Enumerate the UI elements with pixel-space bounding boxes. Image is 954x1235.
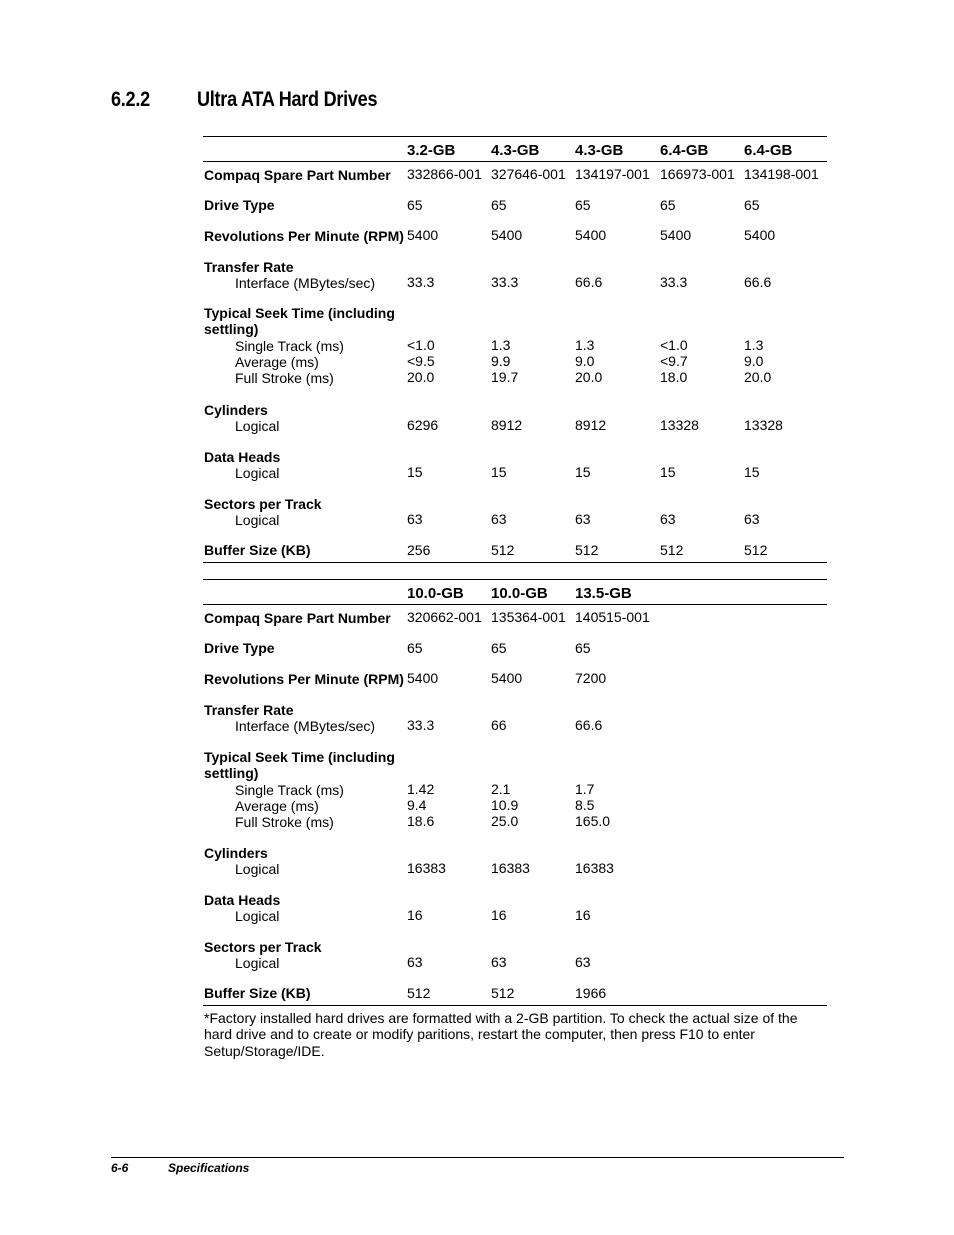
column-header: 4.3-GB [491, 142, 540, 159]
average-value: <9.7 [660, 353, 688, 369]
full-stroke-value: 19.7 [491, 369, 519, 385]
transfer-rate-label: Transfer Rate [204, 259, 294, 275]
full-stroke-label: Full Stroke (ms) [235, 370, 334, 386]
page-number: 6-6 [111, 1161, 129, 1175]
single-track-value: 1.42 [407, 781, 435, 797]
full-stroke-value: 20.0 [744, 369, 772, 385]
part-number-value: 166973-001 [660, 166, 735, 182]
full-stroke-value: 165.0 [575, 813, 611, 829]
seek-time-label: Typical Seek Time (including [204, 305, 395, 321]
rpm-value: 5400 [660, 227, 692, 243]
sectors-label: Sectors per Track [204, 939, 322, 955]
full-stroke-value: 18.0 [660, 369, 688, 385]
buffer-size-value: 512 [407, 985, 431, 1001]
transfer-rate-value: 66.6 [744, 274, 772, 290]
data-heads-value: 15 [407, 464, 423, 480]
rpm-label: Revolutions Per Minute (RPM) [204, 228, 404, 244]
drive-type-value: 65 [575, 640, 591, 656]
full-stroke-value: 18.6 [407, 813, 435, 829]
average-label: Average (ms) [235, 354, 319, 370]
footer-section-name: Specifications [168, 1161, 250, 1175]
part-number-value: 135364-001 [491, 609, 566, 625]
average-value: 8.5 [575, 797, 595, 813]
average-value: 9.4 [407, 797, 427, 813]
drive-spec-table-2 [203, 579, 827, 1006]
drive-type-value: 65 [491, 197, 507, 213]
cylinders-value: 16383 [407, 860, 446, 876]
transfer-rate-label: Transfer Rate [204, 702, 294, 718]
drive-type-label: Drive Type [204, 640, 275, 656]
cylinders-value: 13328 [660, 417, 699, 433]
transfer-rate-value: 66.6 [575, 717, 603, 733]
data-heads-label: Data Heads [204, 892, 281, 908]
data-heads-label: Data Heads [204, 449, 281, 465]
transfer-rate-value: 33.3 [407, 717, 435, 733]
transfer-rate-value: 66.6 [575, 274, 603, 290]
cylinders-label: Cylinders [204, 402, 268, 418]
cylinders-sublabel: Logical [235, 861, 280, 877]
cylinders-value: 16383 [491, 860, 530, 876]
sectors-value: 63 [491, 954, 507, 970]
column-header: 10.0-GB [491, 585, 548, 602]
sectors-value: 63 [744, 511, 760, 527]
section-heading [111, 88, 377, 112]
sectors-value: 63 [407, 954, 423, 970]
sectors-value: 63 [575, 954, 591, 970]
rpm-label: Revolutions Per Minute (RPM) [204, 671, 404, 687]
buffer-size-value: 512 [491, 542, 515, 558]
column-header: 4.3-GB [575, 142, 624, 159]
buffer-size-value: 512 [575, 542, 599, 558]
drive-type-value: 65 [407, 640, 423, 656]
part-number-value: 320662-001 [407, 609, 482, 625]
drive-type-value: 65 [660, 197, 676, 213]
rpm-value: 5400 [575, 227, 607, 243]
transfer-rate-sublabel: Interface (MBytes/sec) [235, 275, 376, 291]
section-number: 6.2.2 [111, 88, 150, 111]
transfer-rate-value: 66 [491, 717, 507, 733]
rpm-value: 5400 [491, 670, 523, 686]
data-heads-value: 16 [407, 907, 423, 923]
rpm-value: 5400 [744, 227, 776, 243]
average-label: Average (ms) [235, 798, 319, 814]
data-heads-value: 15 [575, 464, 591, 480]
part-number-value: 134198-001 [744, 166, 819, 182]
drive-type-value: 65 [575, 197, 591, 213]
footnote: *Factory installed hard drives are formatted with a 2-GB partition. To check the actual size of the hard drive and to create or modify paritions, restart the computer, then press F10 to enter Setup/Storage/IDE. [204, 1010, 798, 1059]
cylinders-value: 6296 [407, 417, 439, 433]
full-stroke-value: 20.0 [575, 369, 603, 385]
cylinders-label: Cylinders [204, 845, 268, 861]
part-number-value: 134197-001 [575, 166, 650, 182]
single-track-value: 1.3 [575, 337, 595, 353]
drive-spec-table-1 [203, 136, 827, 563]
buffer-size-value: 512 [660, 542, 684, 558]
section-title: Ultra ATA Hard Drives [197, 88, 378, 111]
transfer-rate-sublabel: Interface (MBytes/sec) [235, 718, 376, 734]
cylinders-value: 13328 [744, 417, 783, 433]
single-track-label: Single Track (ms) [235, 782, 344, 798]
transfer-rate-value: 33.3 [407, 274, 435, 290]
data-heads-sublabel: Logical [235, 465, 280, 481]
seek-time-label-cont: settling) [204, 765, 259, 781]
single-track-value: 2.1 [491, 781, 511, 797]
rpm-value: 5400 [407, 227, 439, 243]
column-header: 3.2-GB [407, 142, 456, 159]
sectors-sublabel: Logical [235, 512, 280, 528]
drive-type-label: Drive Type [204, 197, 275, 213]
full-stroke-value: 20.0 [407, 369, 435, 385]
data-heads-value: 15 [491, 464, 507, 480]
sectors-value: 63 [491, 511, 507, 527]
column-header: 6.4-GB [660, 142, 709, 159]
transfer-rate-value: 33.3 [491, 274, 519, 290]
drive-type-value: 65 [744, 197, 760, 213]
column-header: 10.0-GB [407, 585, 464, 602]
buffer-size-value: 256 [407, 542, 431, 558]
buffer-size-value: 1966 [575, 985, 607, 1001]
cylinders-sublabel: Logical [235, 418, 280, 434]
buffer-size-label: Buffer Size (KB) [204, 985, 311, 1001]
average-value: 10.9 [491, 797, 519, 813]
single-track-value: 1.3 [744, 337, 764, 353]
drive-type-value: 65 [407, 197, 423, 213]
cylinders-value: 8912 [491, 417, 523, 433]
full-stroke-value: 25.0 [491, 813, 519, 829]
single-track-value: <1.0 [660, 337, 688, 353]
buffer-size-value: 512 [491, 985, 515, 1001]
sectors-value: 63 [660, 511, 676, 527]
average-value: 9.0 [744, 353, 764, 369]
cylinders-value: 16383 [575, 860, 614, 876]
data-heads-value: 16 [575, 907, 591, 923]
data-heads-value: 15 [744, 464, 760, 480]
average-value: <9.5 [407, 353, 435, 369]
average-value: 9.9 [491, 353, 511, 369]
column-header: 13.5-GB [575, 585, 632, 602]
single-track-label: Single Track (ms) [235, 338, 344, 354]
part-number-value: 327646-001 [491, 166, 566, 182]
buffer-size-value: 512 [744, 542, 768, 558]
full-stroke-label: Full Stroke (ms) [235, 814, 334, 830]
part-number-label: Compaq Spare Part Number [204, 610, 391, 626]
table-bottom-rule [203, 562, 827, 563]
sectors-value: 63 [407, 511, 423, 527]
sectors-value: 63 [575, 511, 591, 527]
table-header-row [203, 580, 827, 605]
rpm-value: 5400 [491, 227, 523, 243]
sectors-sublabel: Logical [235, 955, 280, 971]
buffer-size-label: Buffer Size (KB) [204, 542, 311, 558]
rpm-value: 5400 [407, 670, 439, 686]
data-heads-value: 15 [660, 464, 676, 480]
seek-time-label: Typical Seek Time (including [204, 749, 395, 765]
seek-time-label-cont: settling) [204, 321, 259, 337]
drive-type-value: 65 [491, 640, 507, 656]
table-header-row [203, 137, 827, 162]
footer-rule [111, 1157, 844, 1158]
average-value: 9.0 [575, 353, 595, 369]
data-heads-sublabel: Logical [235, 908, 280, 924]
data-heads-value: 16 [491, 907, 507, 923]
cylinders-value: 8912 [575, 417, 607, 433]
table-body [203, 605, 827, 1005]
part-number-value: 332866-001 [407, 166, 482, 182]
part-number-value: 140515-001 [575, 609, 650, 625]
single-track-value: 1.3 [491, 337, 511, 353]
single-track-value: 1.7 [575, 781, 595, 797]
single-track-value: <1.0 [407, 337, 435, 353]
table-body [203, 162, 827, 562]
table-bottom-rule [203, 1005, 827, 1006]
column-header: 6.4-GB [744, 142, 793, 159]
transfer-rate-value: 33.3 [660, 274, 688, 290]
sectors-label: Sectors per Track [204, 496, 322, 512]
rpm-value: 7200 [575, 670, 607, 686]
part-number-label: Compaq Spare Part Number [204, 167, 391, 183]
